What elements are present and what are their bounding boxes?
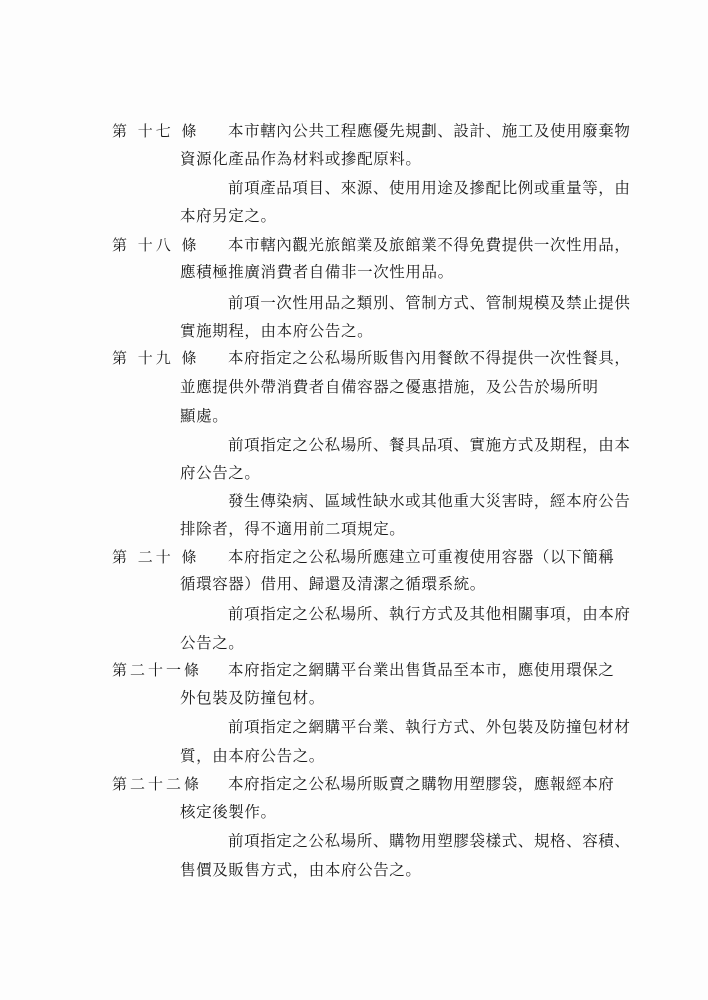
article-text-line: 前項產品項目、來源、使用用途及摻配比例或重量等，由	[228, 179, 631, 197]
article-text-line: 售價及販售方式，由本府公告之。	[180, 861, 422, 879]
article-text-line: 外包裝及防撞包材。	[180, 689, 325, 707]
article-text-line: 顯處。	[180, 407, 229, 425]
article-text-line: 前項指定之公私場所、執行方式及其他相關事項，由本府	[228, 605, 631, 623]
article-text-line: 前項指定之公私場所、餐具品項、實施方式及期程，由本	[228, 436, 631, 454]
article-text-line: 實施期程，由本府公告之。	[180, 322, 374, 340]
article-text-line: 排除者，得不適用前二項規定。	[180, 520, 406, 538]
article-text-line: 本府指定之公私場所販售內用餐飲不得提供一次性餐具，	[228, 349, 631, 367]
article-text-line: 前項指定之網購平台業、執行方式、外包裝及防撞包材材	[228, 718, 631, 736]
article-text-line: 本府指定之公私場所應建立可重複使用容器（以下簡稱	[228, 548, 615, 566]
article-text-line: 應積極推廣消費者自備非一次性用品。	[180, 263, 454, 281]
article-text-line: 本府另定之。	[180, 207, 277, 225]
article-text-line: 公告之。	[180, 634, 245, 652]
article-label: 第二十二條	[112, 775, 203, 793]
article-label: 第 二十 條	[112, 548, 200, 566]
article-text-line: 核定後製作。	[180, 803, 277, 821]
article-text-line: 本市轄內觀光旅館業及旅館業不得免費提供一次性用品，	[228, 236, 631, 254]
article-text-line: 前項一次性用品之類別、管制方式、管制規模及禁止提供	[228, 294, 631, 312]
article-text-line: 府公告之。	[180, 464, 261, 482]
article-label: 第 十九 條	[112, 349, 200, 367]
article-text-line: 發生傳染病、區域性缺水或其他重大災害時，經本府公告	[228, 492, 631, 510]
article-text-line: 資源化產品作為材料或摻配原料。	[180, 150, 422, 168]
article-label: 第二十一條	[112, 661, 203, 679]
article-text-line: 循環容器）借用、歸還及清潔之循環系統。	[180, 575, 486, 593]
article-text-line: 並應提供外帶消費者自備容器之優惠措施，及公告於場所明	[180, 378, 599, 396]
article-label: 第 十八 條	[112, 236, 200, 254]
article-label: 第 十七 條	[112, 122, 200, 140]
article-text-line: 質，由本府公告之。	[180, 747, 325, 765]
article-text-line: 本市轄內公共工程應優先規劃、設計、施工及使用廢棄物	[228, 122, 631, 140]
article-text-line: 本府指定之網購平台業出售貨品至本市，應使用環保之	[228, 661, 615, 679]
article-text-line: 本府指定之公私場所販賣之購物用塑膠袋，應報經本府	[228, 775, 615, 793]
article-text-line: 前項指定之公私場所、購物用塑膠袋樣式、規格、容積、	[228, 832, 631, 850]
